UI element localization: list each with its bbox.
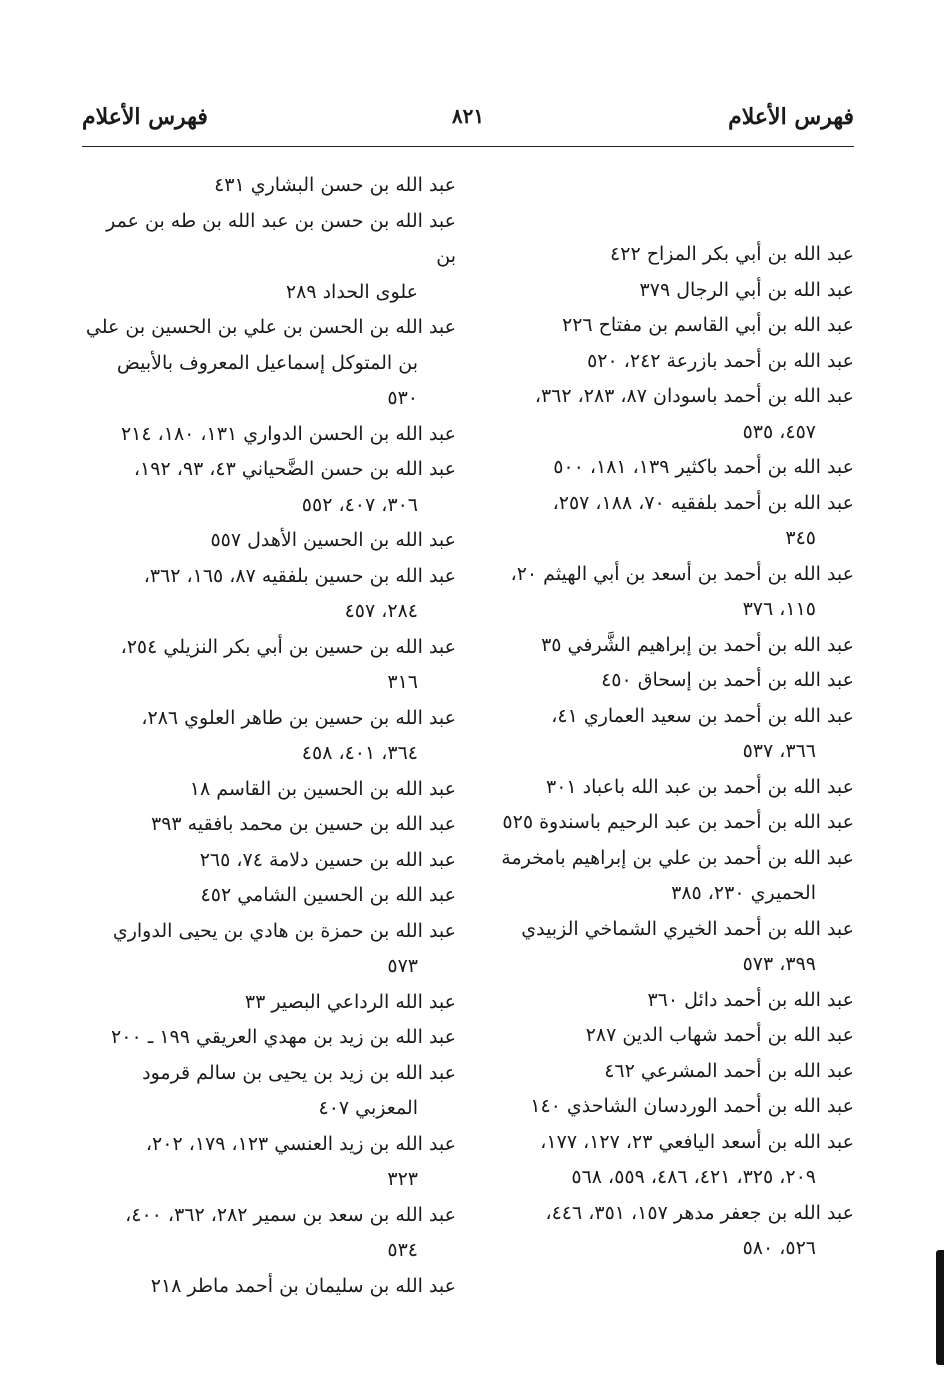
entry-text: عبد الله بن أحمد بن أسعد بن أبي الهيثم ٢٠، [510,562,854,585]
entry-text: عبد الله بن حسين بن أبي بكر النزيلي ٢٥٤، [120,635,456,658]
entry-continuation: ٥٢٦، ٥٨٠ [742,1237,816,1259]
index-entry [482,912,854,983]
entry-text: عبد الله بن حسين بن محمد بافقيه ٣٩٣ [151,813,456,835]
entry-continuation: الحميري ٢٣٠، ٣٨٥ [671,882,816,904]
entry-text: عبد الله بن حسن البشاري ٤٣١ [214,174,456,196]
entry-text: عبد الله بن الحسن الدواري ١٣١، ١٨٠، ٢١٤ [120,422,456,445]
entry-continuation: ٣٢٣ [387,1168,418,1190]
index-entry [84,985,456,1021]
entry-continuation: ٣٠٦، ٤٠٧، ٥٥٢ [301,493,418,516]
index-entry [84,523,456,559]
index-entry [84,807,456,843]
entry-text: عبد الله بن أسعد اليافعي ٢٣، ١٢٧، ١٧٧، [540,1130,854,1153]
index-entry [84,559,456,630]
entry-text: عبد الله بن أحمد الخيري الشماخي الزبيدي [521,917,854,940]
entry-continuation: ٥٣٠ [387,387,418,409]
entry-text: عبد الله بن أبي الرجال ٣٧٩ [639,278,854,301]
index-entry [84,1269,456,1305]
entry-text: عبد الله بن أبي القاسم بن مفتاح ٢٢٦ [561,314,854,336]
index-entry [84,772,456,808]
entry-continuation: ٤٥٧، ٥٣٥ [742,420,816,443]
index-entry [482,1054,854,1090]
index-entry [482,450,854,486]
index-entry [482,379,854,450]
entry-text: عبد الله بن أحمد باكثير ١٣٩، ١٨١، ٥٠٠ [553,456,854,478]
index-entry [84,452,456,523]
index-entry [84,1198,456,1269]
entry-text: عبد الله بن حسن بن عبد الله بن طه بن عمر بن [106,209,456,267]
entry-continuation: ٣٦٦، ٥٣٧ [742,740,816,762]
index-entry [482,805,854,841]
entry-text: عبد الله بن الحسين الشامي ٤٥٢ [200,884,456,906]
entry-text: عبد الله بن أحمد بن عبد الله باعباد ٣٠١ [546,775,854,798]
entry-text: عبد الله بن الحسن بن علي بن الحسين بن علي [85,316,456,338]
entry-continuation: ٢٨٤، ٤٥٧ [344,600,418,622]
index-entry [84,310,456,417]
index-entry [482,308,854,344]
entry-text: عبد الله بن أحمد بن عبد الرحيم باسندوة ٥٢٥ [502,811,854,833]
index-entry [482,273,854,309]
index-entry [84,1020,456,1056]
entry-continuation: ٣٩٩، ٥٧٣ [742,953,816,975]
entry-continuation: ٣٦٤، ٤٠١، ٤٥٨ [301,742,418,764]
entry-text: عبد الله بن حسين بن طاهر العلوي ٢٨٦، [141,706,456,729]
entry-text: عبد الله بن أحمد شهاب الدين ٢٨٧ [585,1024,854,1046]
index-entry [482,1196,854,1267]
entry-text: عبد الله بن زيد العنسي ١٢٣، ١٧٩، ٢٠٢، [145,1132,456,1155]
entry-continuation: ٢٠٩، ٣٢٥، ٤٢١، ٤٨٦، ٥٥٩، ٥٦٨ [571,1166,816,1188]
entry-text: عبد الله بن أحمد بلفقيه ٧٠، ١٨٨، ٢٥٧، [552,491,854,514]
entry-text: عبد الله بن حسن الضَّحياني ٤٣، ٩٣، ١٩٢، [133,458,456,480]
scan-edge-mark [936,1250,944,1365]
entry-text: عبد الله بن أحمد بن سعيد العماري ٤١، [551,704,854,727]
index-entry [84,630,456,701]
entry-text: عبد الله بن حسين دلامة ٧٤، ٢٦٥ [199,848,456,871]
index-entry [482,770,854,806]
entry-text: عبد الله بن أحمد بن إسحاق ٤٥٠ [601,669,854,691]
entry-text: عبد الله بن زيد بن يحيى بن سالم قرمود [142,1061,456,1084]
index-entry [84,1056,456,1127]
right-column [482,237,854,1267]
index-entry [482,486,854,557]
entry-continuation: بن المتوكل إسماعيل المعروف بالأبيض [116,351,418,374]
left-column [84,168,456,1304]
index-entry [482,1089,854,1125]
index-entry [482,699,854,770]
entry-text: عبد الله بن أحمد دائل ٣٦٠ [647,988,854,1011]
index-entry [482,663,854,699]
entry-text: عبد الله بن سليمان بن أحمد ماطر ٢١٨ [150,1274,456,1297]
index-entry [84,1127,456,1198]
entry-text: عبد الله بن أبي بكر المزاح ٤٢٢ [610,243,854,265]
index-entry [84,701,456,772]
running-title-left: فهرس الأعلام [82,104,208,130]
entry-continuation: ٥٧٣ [387,955,418,977]
entry-text: عبد الله بن الحسين بن القاسم ١٨ [189,777,456,800]
index-entry [482,628,854,664]
running-title-right: فهرس الأعلام [728,104,854,130]
index-entry [84,878,456,914]
index-entry [84,168,456,204]
entry-text: عبد الله بن حمزة بن هادي بن يحيى الدواري [112,919,456,942]
entry-text: عبد الله الرداعي البصير ٣٣ [244,990,456,1013]
header-rule [82,146,854,147]
index-entry [482,841,854,912]
index-entry [84,843,456,879]
entry-text: عبد الله بن أحمد بن إبراهيم الشَّرفي ٣٥ [541,633,854,656]
entry-text: عبد الله بن أحمد المشرعي ٤٦٢ [604,1059,854,1082]
entry-text: عبد الله بن الحسين الأهدل ٥٥٧ [210,529,456,551]
index-entry [84,914,456,985]
index-entry [482,983,854,1019]
entry-continuation: ٣١٦ [387,671,418,693]
index-entry [482,237,854,273]
entry-text: عبد الله بن أحمد بازرعة ٢٤٢، ٥٢٠ [587,349,854,372]
index-entry [84,417,456,453]
index-entry [482,344,854,380]
entry-text: عبد الله بن أحمد باسودان ٨٧، ٢٨٣، ٣٦٢، [534,385,854,407]
entry-text: عبد الله بن أحمد بن علي بن إبراهيم بامخرمة [501,846,854,869]
entry-continuation: علوى الحداد ٢٨٩ [285,280,418,303]
entry-text: عبد الله بن زيد بن مهدي العريقي ١٩٩ ـ ٢٠٠ [111,1026,456,1048]
page-number: ٨٢١ [451,104,485,128]
entry-continuation: ١١٥، ٣٧٦ [742,598,816,620]
page-header [82,102,854,142]
entry-text: عبد الله بن جعفر مدهر ١٥٧، ٣٥١، ٤٤٦، [545,1201,854,1224]
index-entry [482,1125,854,1196]
entry-continuation: ٣٤٥ [785,527,816,549]
entry-continuation: ٥٣٤ [387,1239,418,1261]
index-entry [482,1018,854,1054]
entry-text: عبد الله بن أحمد الوردسان الشاحذي ١٤٠ [530,1095,854,1117]
index-entry [84,204,456,311]
entry-text: عبد الله بن سعد بن سمير ٢٨٢، ٣٦٢، ٤٠٠، [125,1203,456,1226]
entry-continuation: المعزبي ٤٠٧ [318,1097,418,1119]
index-entry [482,557,854,628]
entry-text: عبد الله بن حسين بلفقيه ٨٧، ١٦٥، ٣٦٢، [143,564,456,587]
